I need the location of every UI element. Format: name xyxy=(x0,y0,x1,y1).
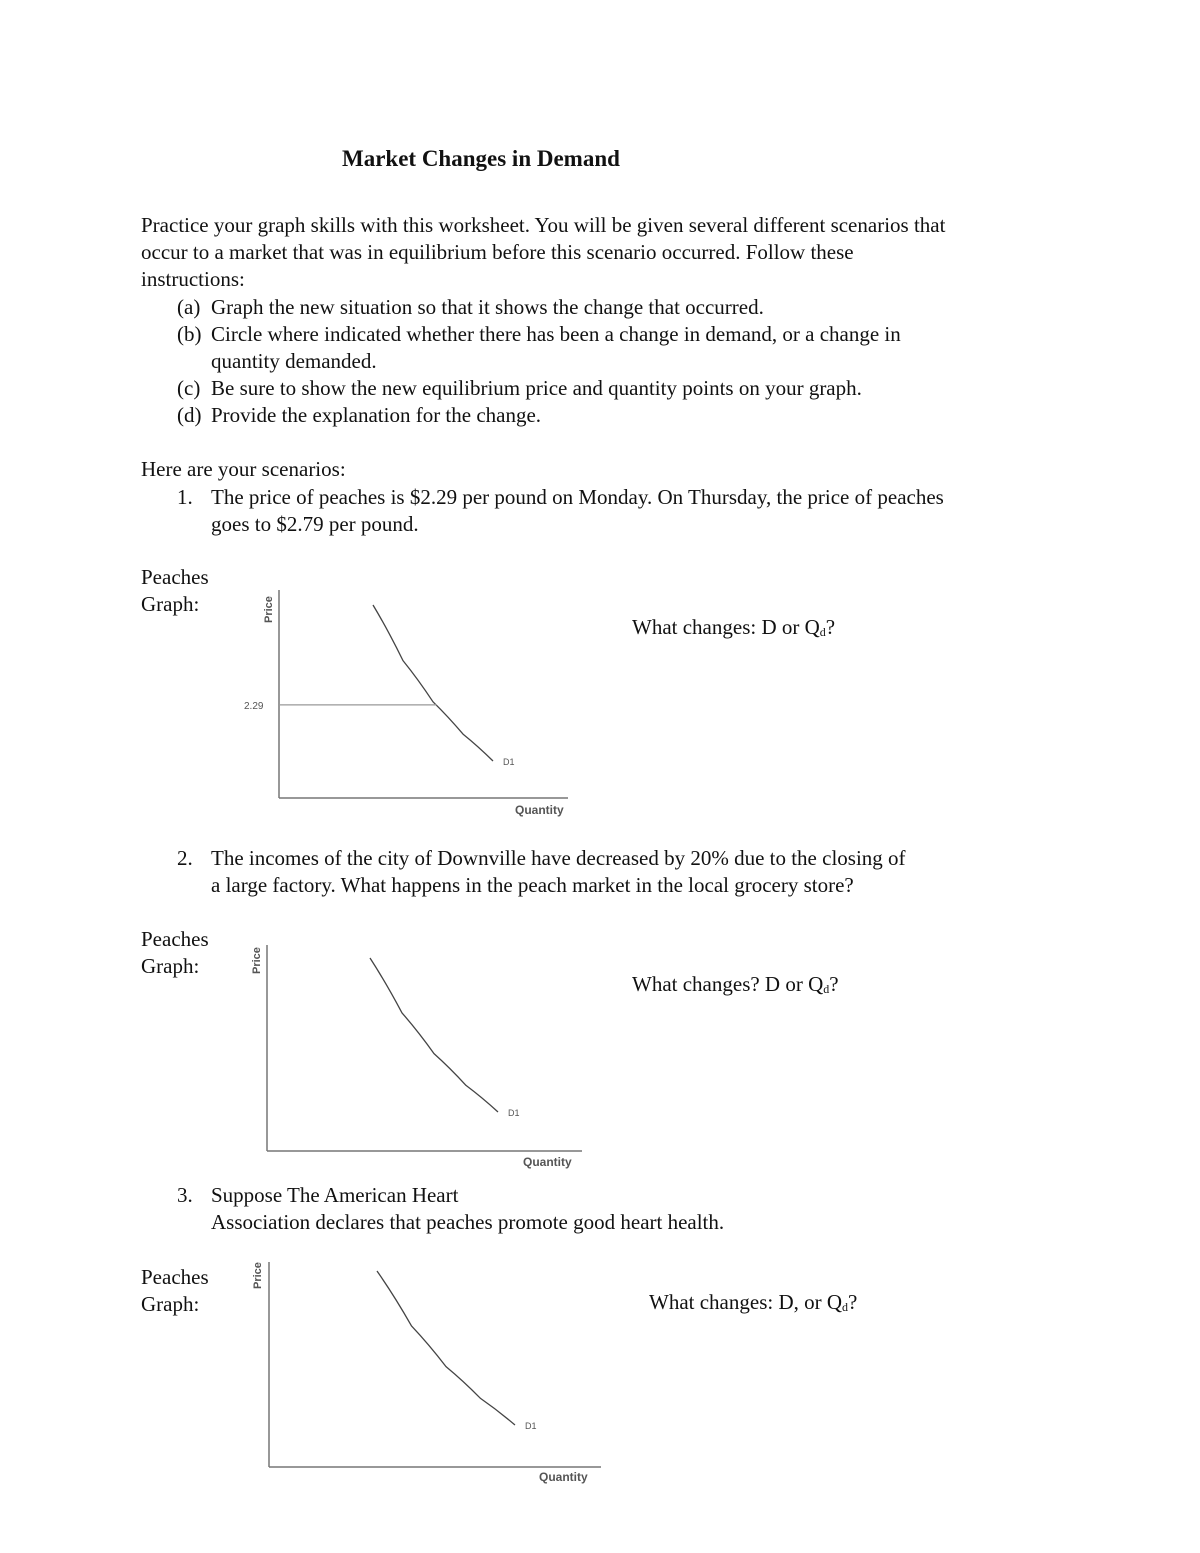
page-title: Market Changes in Demand xyxy=(342,146,620,171)
peaches-graph-1[interactable] xyxy=(235,585,585,820)
scenario-number: 2. xyxy=(177,846,193,870)
curve-label: D1 xyxy=(508,1108,520,1118)
instruction-text: Provide the explanation for the change. xyxy=(211,403,542,427)
instruction-marker: (d) xyxy=(177,403,202,427)
scenario-text: a large factory. What happens in the peach market in the local grocery store? xyxy=(211,873,854,897)
x-axis-label: Quantity xyxy=(515,803,564,817)
demand-curve xyxy=(370,958,498,1112)
y-axis-label: Price xyxy=(251,947,263,974)
scenario-text: The incomes of the city of Downville have decreased by 20% due to the closing of xyxy=(211,846,906,870)
instruction-text: Be sure to show the new equilibrium price and quantity points on your graph. xyxy=(211,376,862,400)
scenarios-heading: Here are your scenarios: xyxy=(141,457,346,481)
question-text: What changes: D or $Q_d$? xyxy=(632,615,836,639)
peaches-graph-3[interactable] xyxy=(225,1257,615,1492)
x-axis-label: Quantity xyxy=(523,1155,572,1169)
y-axis-label: Price xyxy=(263,596,275,623)
instruction-marker: (c) xyxy=(177,376,201,400)
scenario-number: 3. xyxy=(177,1183,193,1207)
graph-label: Graph: xyxy=(141,1292,200,1316)
peaches-graph-2[interactable] xyxy=(225,940,595,1175)
instruction-text: Circle where indicated whether there has been a change in demand, or a change in xyxy=(211,322,901,346)
instruction-text: Graph the new situation so that it shows the change that occurred. xyxy=(211,295,764,319)
price-tick-label: 2.29 xyxy=(244,700,264,712)
scenario-text: Suppose The American Heart xyxy=(211,1183,459,1207)
instruction-marker: (a) xyxy=(177,295,201,319)
graph-label: Peaches xyxy=(141,1265,209,1289)
curve-label: D1 xyxy=(503,757,515,767)
scenario-text: Association declares that peaches promote good heart health. xyxy=(211,1210,725,1234)
intro-line: instructions: xyxy=(141,267,245,291)
scenario-number: 1. xyxy=(177,485,193,509)
demand-curve xyxy=(377,1271,515,1425)
curve-label: D1 xyxy=(525,1421,537,1431)
question-text: What changes? D or $Q_d$? xyxy=(632,972,839,996)
instruction-text: quantity demanded. xyxy=(211,349,377,373)
graph-label: Peaches xyxy=(141,927,209,951)
graph-label: Graph: xyxy=(141,954,200,978)
instruction-marker: (b) xyxy=(177,322,202,346)
intro-line: Practice your graph skills with this worksheet. You will be given several different scenarios that xyxy=(141,213,946,237)
intro-line: occur to a market that was in equilibrium before this scenario occurred. Follow these xyxy=(141,240,854,264)
demand-curve xyxy=(373,605,493,761)
scenario-text: goes to $2.79 per pound. xyxy=(211,512,419,536)
question-text: What changes: D, or $Q_d$? xyxy=(649,1290,858,1314)
x-axis-label: Quantity xyxy=(539,1470,588,1484)
graph-label: Peaches xyxy=(141,565,209,589)
graph-label: Graph: xyxy=(141,592,200,616)
scenario-text: The price of peaches is $2.29 per pound on Monday. On Thursday, the price of peaches xyxy=(211,485,944,509)
y-axis-label: Price xyxy=(252,1262,264,1289)
